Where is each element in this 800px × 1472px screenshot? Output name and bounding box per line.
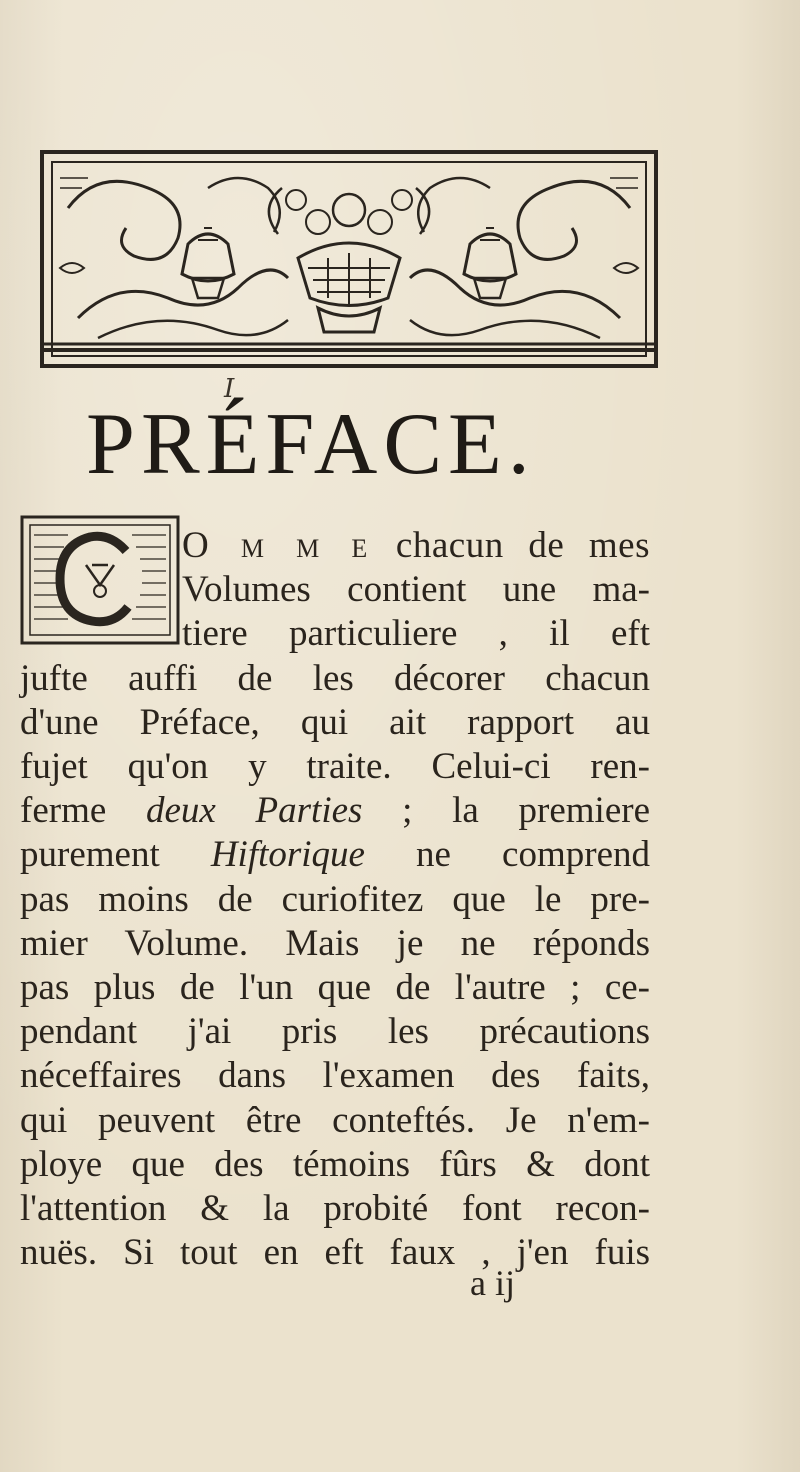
small-caps-opening: O m m e	[182, 525, 372, 566]
text-run: fujet qu'on y traite. Celui-ci ren-	[20, 746, 650, 788]
text-line	[20, 1143, 650, 1187]
text-run: nuës. Si tout en eft faux , j'en fuis	[20, 1232, 650, 1274]
text-line	[20, 1054, 650, 1098]
text-line	[20, 833, 650, 877]
text-line	[20, 878, 650, 922]
italic-term: Hiftorique	[210, 834, 365, 876]
text-run: ; la premiere	[362, 790, 650, 832]
text-run: ne comprend	[364, 834, 650, 876]
ornamental-headpiece	[38, 148, 660, 370]
text-run: chacun de mes	[371, 525, 651, 566]
text-line	[20, 922, 650, 966]
dropcap-letter: C	[99, 597, 101, 598]
text-run: l'attention & la probité font recon-	[20, 1188, 650, 1230]
text-run: jufte auffi de les décorer chacun	[20, 657, 650, 699]
signature-mark: a ij	[470, 1263, 515, 1303]
text-run: d'une Préface, qui ait rapport au	[20, 701, 650, 743]
text-run: ploye que des témoins fûrs & dont	[20, 1143, 650, 1185]
text-line	[20, 701, 650, 745]
text-line	[20, 612, 650, 656]
text-run: pas moins de curiofitez que le pre-	[20, 878, 650, 920]
preface-body	[20, 524, 650, 1275]
text-line	[20, 657, 650, 701]
text-line	[20, 524, 650, 568]
text-run: purement	[20, 834, 211, 876]
text-line	[20, 1099, 650, 1143]
text-run: pas plus de l'un que de l'autre ; ce-	[20, 967, 650, 1009]
page-mark: I	[224, 374, 235, 404]
text-run: Volumes contient une ma-	[182, 569, 650, 611]
text-run: qui peuvent être conteftés. Je n'em-	[20, 1099, 650, 1141]
text-line	[20, 1231, 650, 1275]
text-line	[20, 745, 650, 789]
text-run: ferme	[20, 790, 146, 832]
page-title: PRÉFACE.	[86, 396, 536, 493]
text-line	[20, 1187, 650, 1231]
text-run: néceffaires dans l'examen des faits,	[20, 1055, 650, 1097]
text-line	[20, 966, 650, 1010]
text-run: tiere particuliere , il eft	[182, 613, 650, 655]
text-run: mier Volume. Mais je ne réponds	[20, 922, 650, 964]
italic-term: deux Parties	[145, 790, 363, 832]
text-line	[20, 1010, 650, 1054]
text-run: pendant j'ai pris les précautions	[20, 1011, 650, 1053]
text-line	[20, 568, 650, 612]
text-line	[20, 789, 650, 833]
